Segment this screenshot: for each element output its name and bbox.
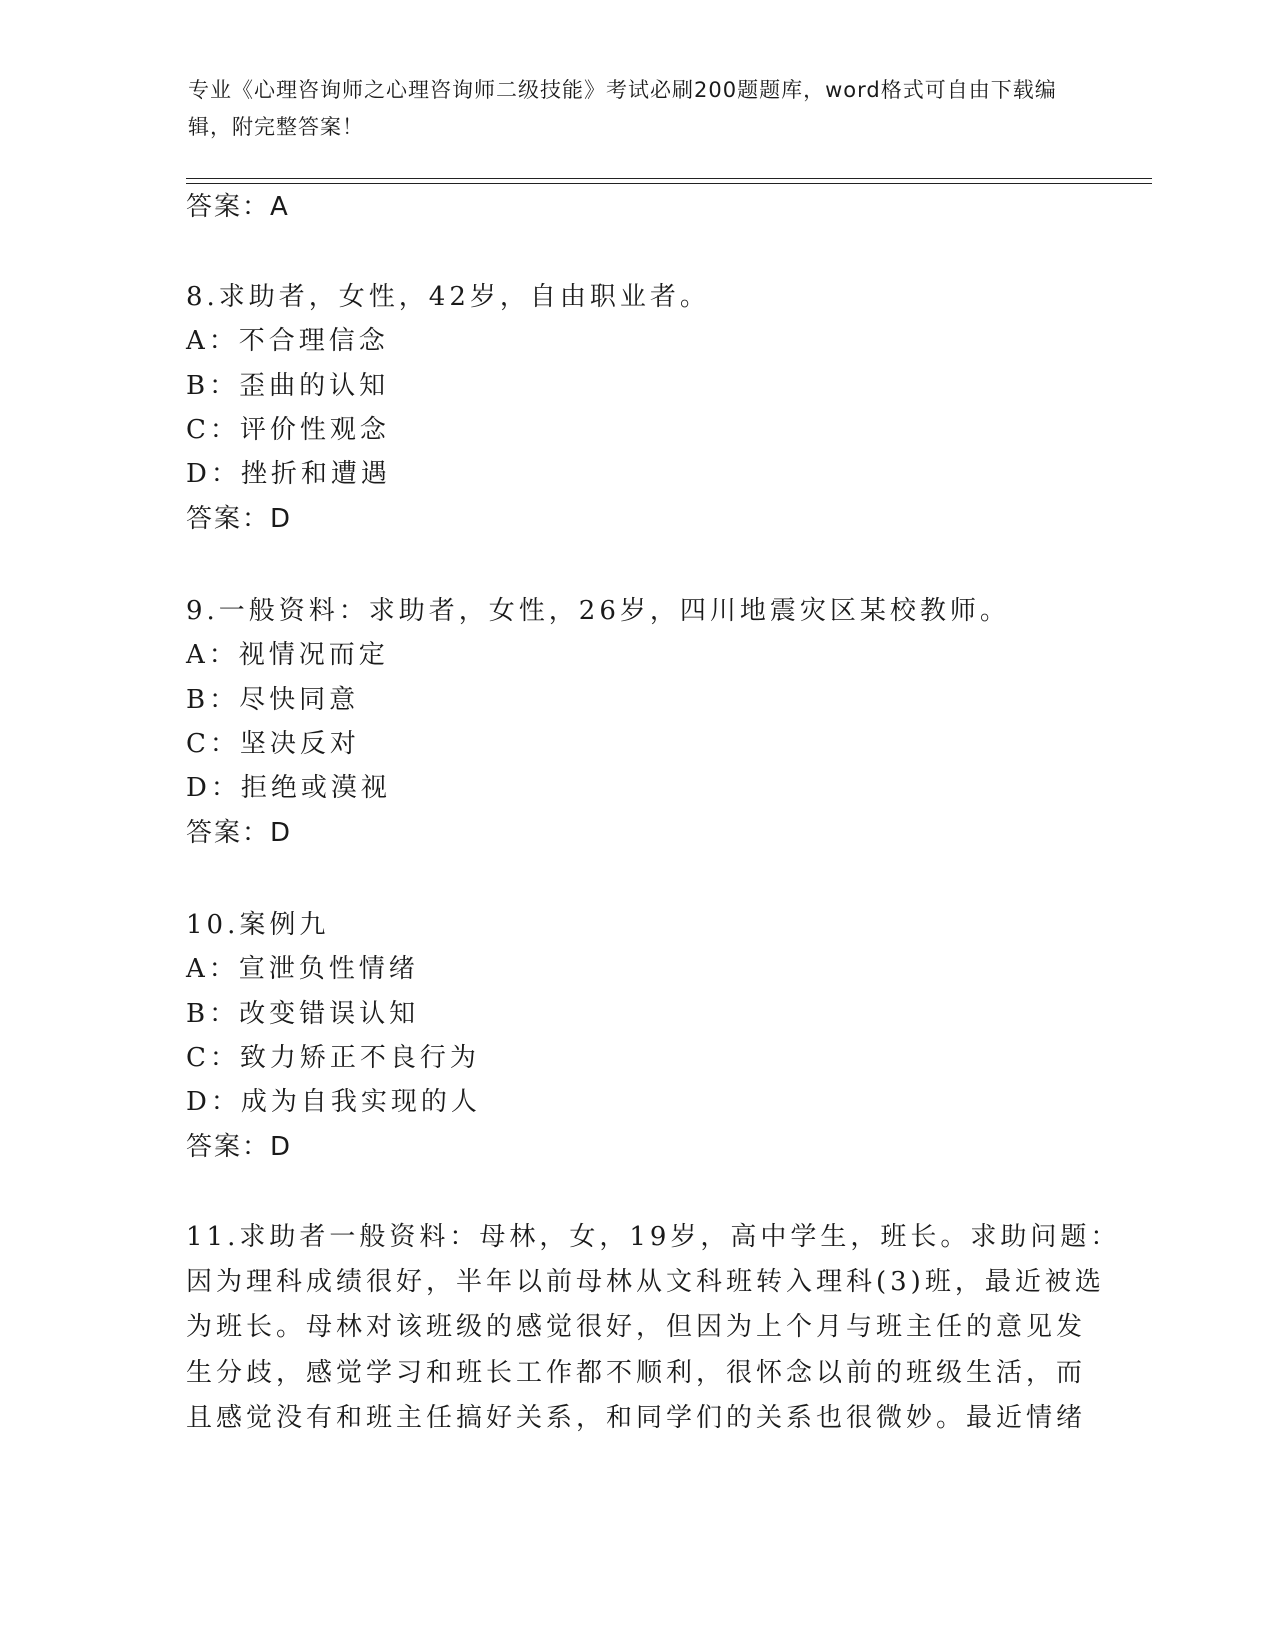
question-9-option-b: B：尽快同意 — [186, 685, 360, 715]
question-8-answer: 答案：D — [186, 504, 293, 534]
question-10-option-b: B：改变错误认知 — [186, 999, 420, 1029]
question-10-option-c: C：致力矫正不良行为 — [186, 1043, 480, 1073]
question-8-option-c: C：评价性观念 — [186, 415, 390, 445]
question-11-line-2: 因为理科成绩很好，半年以前母林从文科班转入理科(3)班，最近被选 — [186, 1267, 1105, 1297]
previous-answer: 答案：A — [186, 192, 290, 222]
question-8-option-a: A：不合理信念 — [186, 326, 389, 356]
question-10-option-a: A：宣泄负性情绪 — [186, 954, 419, 984]
question-9-option-d: D：拒绝或漠视 — [186, 773, 391, 803]
question-9-option-c: C：坚决反对 — [186, 729, 360, 759]
question-9-option-a: A：视情况而定 — [186, 640, 389, 670]
header-text: 专业《心理咨询师之心理咨询师二级技能》考试必刷200题题库，word格式可自由下载编辑，附完整答案！ — [188, 78, 1057, 139]
question-9-answer: 答案：D — [186, 818, 293, 848]
question-11-line-4: 生分歧，感觉学习和班长工作都不顺利，很怀念以前的班级生活，而 — [186, 1358, 1087, 1388]
question-8-option-b: B：歪曲的认知 — [186, 371, 390, 401]
question-8-title: 8.求助者，女性，42岁，自由职业者。 — [186, 282, 710, 312]
question-11-line-1: 11.求助者一般资料：母林，女，19岁，高中学生，班长。求助问题： — [186, 1222, 1121, 1252]
question-10-answer: 答案：D — [186, 1132, 293, 1162]
header-rule-bottom — [186, 183, 1152, 184]
question-10-title: 10.案例九 — [186, 910, 330, 940]
question-9-title: 9.一般资料：求助者，女性，26岁，四川地震灾区某校教师。 — [186, 596, 1010, 626]
header-rule-top — [186, 178, 1152, 179]
question-8-option-d: D：挫折和遭遇 — [186, 459, 391, 489]
document-header — [188, 72, 1068, 146]
question-11-line-5: 且感觉没有和班主任搞好关系，和同学们的关系也很微妙。最近情绪 — [186, 1403, 1087, 1433]
question-11-line-3: 为班长。母林对该班级的感觉很好，但因为上个月与班主任的意见发 — [186, 1312, 1087, 1342]
question-10-option-d: D：成为自我实现的人 — [186, 1087, 481, 1117]
